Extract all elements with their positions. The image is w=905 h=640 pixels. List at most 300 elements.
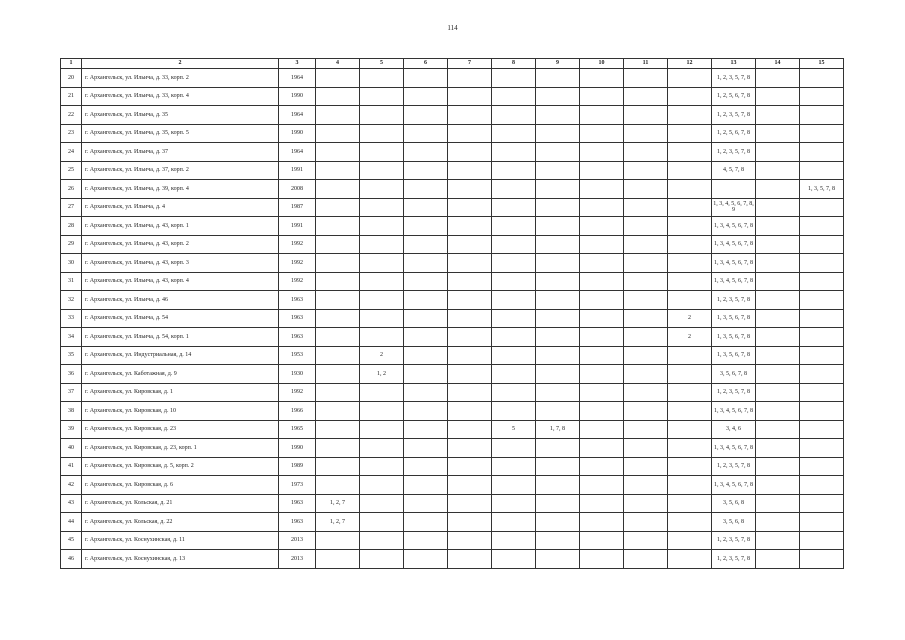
address-cell: г. Архангельск, ул. Кольская, д. 22 — [82, 513, 279, 532]
col-13-cell: 1, 2, 3, 5, 7, 8 — [712, 69, 756, 88]
col-7-cell — [448, 217, 492, 236]
col-5-cell — [360, 87, 404, 106]
col-10-cell — [580, 254, 624, 273]
col-12-cell — [668, 476, 712, 495]
col-10-cell — [580, 513, 624, 532]
table-row — [61, 124, 844, 143]
col-14-cell — [756, 124, 800, 143]
table-row — [61, 402, 844, 421]
column-header: 8 — [492, 59, 536, 69]
col-8-cell — [492, 309, 536, 328]
col-13-cell: 4, 5, 7, 8 — [712, 161, 756, 180]
col-7-cell — [448, 87, 492, 106]
col-8-cell — [492, 494, 536, 513]
col-14-cell — [756, 87, 800, 106]
col-11-cell — [624, 328, 668, 347]
col-15-cell — [800, 328, 844, 347]
col-14-cell — [756, 180, 800, 199]
table-row — [61, 457, 844, 476]
col-15-cell — [800, 143, 844, 162]
col-6-cell — [404, 198, 448, 217]
col-10-cell — [580, 365, 624, 384]
col-6-cell — [404, 439, 448, 458]
col-5-cell — [360, 161, 404, 180]
col-7-cell — [448, 124, 492, 143]
col-9-cell — [536, 198, 580, 217]
col-9-cell — [536, 180, 580, 199]
col-9-cell — [536, 272, 580, 291]
row-number-cell: 39 — [61, 420, 82, 439]
col-8-cell — [492, 513, 536, 532]
col-11-cell — [624, 531, 668, 550]
col-4-cell — [316, 180, 360, 199]
row-number-cell: 44 — [61, 513, 82, 532]
table-row — [61, 494, 844, 513]
table-row — [61, 346, 844, 365]
table-row — [61, 550, 844, 569]
year-cell: 1953 — [279, 346, 316, 365]
col-9-cell — [536, 365, 580, 384]
col-6-cell — [404, 106, 448, 125]
column-header: 1 — [61, 59, 82, 69]
row-number-cell: 42 — [61, 476, 82, 495]
col-9-cell — [536, 217, 580, 236]
address-cell: г. Архангельск, ул. Ильича, д. 43, корп. 3 — [82, 254, 279, 273]
col-11-cell — [624, 550, 668, 569]
col-12-cell — [668, 235, 712, 254]
col-8-cell — [492, 143, 536, 162]
col-13-cell: 1, 2, 3, 5, 7, 8 — [712, 531, 756, 550]
col-5-cell — [360, 143, 404, 162]
address-cell: г. Архангельск, ул. Каботажная, д. 9 — [82, 365, 279, 384]
col-9-cell — [536, 550, 580, 569]
col-15-cell — [800, 346, 844, 365]
col-11-cell — [624, 309, 668, 328]
row-number-cell: 21 — [61, 87, 82, 106]
col-13-cell: 1, 2, 3, 5, 7, 8 — [712, 291, 756, 310]
col-13-cell: 1, 2, 3, 5, 7, 8 — [712, 143, 756, 162]
col-14-cell — [756, 198, 800, 217]
col-7-cell — [448, 328, 492, 347]
col-13-cell: 3, 5, 6, 8 — [712, 494, 756, 513]
col-10-cell — [580, 457, 624, 476]
table-row — [61, 272, 844, 291]
col-11-cell — [624, 254, 668, 273]
col-7-cell — [448, 531, 492, 550]
table-row — [61, 180, 844, 199]
col-7-cell — [448, 550, 492, 569]
col-4-cell — [316, 550, 360, 569]
table-row — [61, 198, 844, 217]
header-row — [61, 59, 844, 69]
table-row — [61, 69, 844, 88]
col-13-cell — [712, 180, 756, 199]
address-cell: г. Архангельск, ул. Ильича, д. 4 — [82, 198, 279, 217]
address-cell: г. Архангельск, ул. Ильича, д. 35 — [82, 106, 279, 125]
col-4-cell — [316, 235, 360, 254]
address-cell: г. Архангельск, ул. Индустриальная, д. 14 — [82, 346, 279, 365]
col-14-cell — [756, 383, 800, 402]
year-cell: 1991 — [279, 161, 316, 180]
col-10-cell — [580, 69, 624, 88]
col-11-cell — [624, 365, 668, 384]
col-7-cell — [448, 106, 492, 125]
col-14-cell — [756, 513, 800, 532]
col-8-cell — [492, 402, 536, 421]
col-15-cell — [800, 217, 844, 236]
col-11-cell — [624, 143, 668, 162]
col-7-cell — [448, 494, 492, 513]
col-15-cell — [800, 402, 844, 421]
col-4-cell — [316, 124, 360, 143]
col-7-cell — [448, 346, 492, 365]
col-8-cell — [492, 161, 536, 180]
year-cell: 1964 — [279, 69, 316, 88]
col-13-cell: 1, 2, 5, 6, 7, 8 — [712, 87, 756, 106]
col-14-cell — [756, 550, 800, 569]
row-number-cell: 32 — [61, 291, 82, 310]
col-13-cell: 1, 3, 4, 5, 6, 7, 8 — [712, 402, 756, 421]
year-cell: 1973 — [279, 476, 316, 495]
col-7-cell — [448, 254, 492, 273]
col-11-cell — [624, 439, 668, 458]
col-12-cell — [668, 143, 712, 162]
row-number-cell: 34 — [61, 328, 82, 347]
col-6-cell — [404, 124, 448, 143]
year-cell: 1930 — [279, 365, 316, 384]
col-10-cell — [580, 494, 624, 513]
col-11-cell — [624, 476, 668, 495]
col-9-cell: 1, 7, 8 — [536, 420, 580, 439]
col-14-cell — [756, 457, 800, 476]
col-15-cell — [800, 272, 844, 291]
col-10-cell — [580, 346, 624, 365]
col-14-cell — [756, 143, 800, 162]
col-9-cell — [536, 124, 580, 143]
col-10-cell — [580, 124, 624, 143]
year-cell: 1992 — [279, 272, 316, 291]
col-10-cell — [580, 161, 624, 180]
col-8-cell — [492, 69, 536, 88]
col-13-cell: 1, 2, 3, 5, 7, 8 — [712, 457, 756, 476]
col-5-cell — [360, 291, 404, 310]
table-row — [61, 254, 844, 273]
col-5-cell: 1, 2 — [360, 365, 404, 384]
col-5-cell — [360, 254, 404, 273]
address-cell: г. Архангельск, ул. Ильича, д. 46 — [82, 291, 279, 310]
row-number-cell: 45 — [61, 531, 82, 550]
col-4-cell — [316, 69, 360, 88]
col-12-cell — [668, 217, 712, 236]
col-12-cell — [668, 124, 712, 143]
col-13-cell: 1, 3, 4, 5, 6, 7, 8 — [712, 272, 756, 291]
col-7-cell — [448, 198, 492, 217]
col-14-cell — [756, 531, 800, 550]
year-cell: 1990 — [279, 439, 316, 458]
col-4-cell — [316, 402, 360, 421]
col-14-cell — [756, 235, 800, 254]
col-11-cell — [624, 457, 668, 476]
year-cell: 1963 — [279, 291, 316, 310]
col-10-cell — [580, 198, 624, 217]
table-row — [61, 383, 844, 402]
col-6-cell — [404, 383, 448, 402]
year-cell: 1992 — [279, 235, 316, 254]
col-6-cell — [404, 161, 448, 180]
col-12-cell — [668, 494, 712, 513]
col-9-cell — [536, 531, 580, 550]
row-number-cell: 41 — [61, 457, 82, 476]
col-13-cell: 1, 3, 5, 6, 7, 8 — [712, 328, 756, 347]
col-11-cell — [624, 272, 668, 291]
col-13-cell: 1, 2, 3, 5, 7, 8 — [712, 106, 756, 125]
col-13-cell: 1, 3, 4, 5, 6, 7, 8 — [712, 254, 756, 273]
col-7-cell — [448, 383, 492, 402]
col-10-cell — [580, 420, 624, 439]
col-13-cell: 1, 3, 5, 6, 7, 8 — [712, 346, 756, 365]
col-4-cell — [316, 309, 360, 328]
row-number-cell: 25 — [61, 161, 82, 180]
address-cell: г. Архангельск, ул. Коснухинская, д. 13 — [82, 550, 279, 569]
col-12-cell — [668, 198, 712, 217]
address-cell: г. Архангельск, ул. Кировская, д. 23, корп. 1 — [82, 439, 279, 458]
col-9-cell — [536, 513, 580, 532]
col-13-cell: 1, 2, 3, 5, 7, 8 — [712, 383, 756, 402]
table-row — [61, 217, 844, 236]
col-9-cell — [536, 383, 580, 402]
col-9-cell — [536, 143, 580, 162]
year-cell: 2008 — [279, 180, 316, 199]
col-5-cell — [360, 550, 404, 569]
col-10-cell — [580, 476, 624, 495]
col-8-cell — [492, 254, 536, 273]
col-15-cell — [800, 106, 844, 125]
col-4-cell — [316, 531, 360, 550]
address-cell: г. Архангельск, ул. Ильича, д. 37, корп. 2 — [82, 161, 279, 180]
col-8-cell — [492, 476, 536, 495]
col-13-cell: 1, 3, 4, 5, 6, 7, 8 — [712, 439, 756, 458]
col-9-cell — [536, 346, 580, 365]
col-15-cell — [800, 550, 844, 569]
year-cell: 1992 — [279, 254, 316, 273]
col-6-cell — [404, 457, 448, 476]
column-header: 6 — [404, 59, 448, 69]
year-cell: 1989 — [279, 457, 316, 476]
col-15-cell — [800, 439, 844, 458]
col-14-cell — [756, 309, 800, 328]
col-7-cell — [448, 513, 492, 532]
col-12-cell — [668, 180, 712, 199]
col-10-cell — [580, 272, 624, 291]
col-13-cell: 1, 3, 4, 5, 6, 7, 8 — [712, 235, 756, 254]
col-11-cell — [624, 513, 668, 532]
col-6-cell — [404, 513, 448, 532]
col-11-cell — [624, 161, 668, 180]
col-5-cell — [360, 198, 404, 217]
col-8-cell — [492, 180, 536, 199]
column-header: 5 — [360, 59, 404, 69]
col-10-cell — [580, 439, 624, 458]
year-cell: 1965 — [279, 420, 316, 439]
col-7-cell — [448, 309, 492, 328]
col-5-cell — [360, 180, 404, 199]
col-13-cell: 1, 3, 4, 5, 6, 7, 8 — [712, 476, 756, 495]
col-10-cell — [580, 531, 624, 550]
col-12-cell — [668, 420, 712, 439]
row-number-cell: 29 — [61, 235, 82, 254]
col-8-cell — [492, 328, 536, 347]
row-number-cell: 27 — [61, 198, 82, 217]
col-6-cell — [404, 550, 448, 569]
col-5-cell — [360, 531, 404, 550]
col-12-cell — [668, 531, 712, 550]
table-row — [61, 87, 844, 106]
table-row — [61, 531, 844, 550]
year-cell: 1963 — [279, 513, 316, 532]
table-row — [61, 235, 844, 254]
col-13-cell: 1, 3, 5, 6, 7, 8 — [712, 309, 756, 328]
col-15-cell — [800, 457, 844, 476]
row-number-cell: 23 — [61, 124, 82, 143]
col-4-cell — [316, 346, 360, 365]
col-9-cell — [536, 161, 580, 180]
col-14-cell — [756, 291, 800, 310]
col-15-cell — [800, 494, 844, 513]
year-cell: 1964 — [279, 106, 316, 125]
col-9-cell — [536, 328, 580, 347]
col-8-cell — [492, 439, 536, 458]
col-10-cell — [580, 87, 624, 106]
col-9-cell — [536, 476, 580, 495]
year-cell: 1963 — [279, 309, 316, 328]
col-14-cell — [756, 402, 800, 421]
col-12-cell — [668, 106, 712, 125]
col-4-cell — [316, 161, 360, 180]
col-4-cell: 1, 2, 7 — [316, 494, 360, 513]
col-8-cell — [492, 550, 536, 569]
col-6-cell — [404, 346, 448, 365]
table-row — [61, 328, 844, 347]
col-11-cell — [624, 494, 668, 513]
address-cell: г. Архангельск, ул. Ильича, д. 33, корп. 2 — [82, 69, 279, 88]
col-6-cell — [404, 87, 448, 106]
column-header: 14 — [756, 59, 800, 69]
col-8-cell — [492, 87, 536, 106]
col-5-cell — [360, 272, 404, 291]
col-5-cell — [360, 513, 404, 532]
col-7-cell — [448, 457, 492, 476]
col-9-cell — [536, 69, 580, 88]
col-10-cell — [580, 328, 624, 347]
col-8-cell — [492, 235, 536, 254]
col-13-cell: 1, 3, 4, 5, 6, 7, 8 — [712, 217, 756, 236]
col-12-cell — [668, 254, 712, 273]
address-cell: г. Архангельск, ул. Коснухинская, д. 11 — [82, 531, 279, 550]
col-8-cell: 5 — [492, 420, 536, 439]
col-6-cell — [404, 143, 448, 162]
col-14-cell — [756, 272, 800, 291]
col-5-cell — [360, 439, 404, 458]
col-12-cell — [668, 457, 712, 476]
col-9-cell — [536, 106, 580, 125]
address-cell: г. Архангельск, ул. Ильича, д. 43, корп. 1 — [82, 217, 279, 236]
col-4-cell — [316, 87, 360, 106]
col-6-cell — [404, 235, 448, 254]
col-12-cell — [668, 513, 712, 532]
row-number-cell: 26 — [61, 180, 82, 199]
col-13-cell: 3, 5, 6, 8 — [712, 513, 756, 532]
col-7-cell — [448, 69, 492, 88]
row-number-cell: 22 — [61, 106, 82, 125]
col-5-cell — [360, 383, 404, 402]
col-6-cell — [404, 328, 448, 347]
col-5-cell — [360, 124, 404, 143]
building-register-table — [60, 58, 844, 569]
col-5-cell — [360, 402, 404, 421]
col-14-cell — [756, 328, 800, 347]
col-9-cell — [536, 235, 580, 254]
col-9-cell — [536, 87, 580, 106]
year-cell: 1963 — [279, 328, 316, 347]
col-9-cell — [536, 309, 580, 328]
column-header: 11 — [624, 59, 668, 69]
col-5-cell — [360, 69, 404, 88]
col-11-cell — [624, 346, 668, 365]
col-6-cell — [404, 291, 448, 310]
table-row — [61, 513, 844, 532]
col-11-cell — [624, 383, 668, 402]
address-cell: г. Архангельск, ул. Ильича, д. 54 — [82, 309, 279, 328]
col-11-cell — [624, 87, 668, 106]
col-8-cell — [492, 272, 536, 291]
col-7-cell — [448, 365, 492, 384]
row-number-cell: 40 — [61, 439, 82, 458]
col-6-cell — [404, 365, 448, 384]
col-10-cell — [580, 309, 624, 328]
col-10-cell — [580, 180, 624, 199]
col-4-cell — [316, 272, 360, 291]
col-11-cell — [624, 235, 668, 254]
address-cell: г. Архангельск, ул. Кировская, д. 10 — [82, 402, 279, 421]
col-13-cell: 1, 3, 4, 5, 6, 7, 8, 9 — [712, 198, 756, 217]
col-13-cell: 1, 2, 3, 5, 7, 8 — [712, 550, 756, 569]
table-row — [61, 476, 844, 495]
col-4-cell — [316, 476, 360, 495]
col-7-cell — [448, 420, 492, 439]
col-12-cell — [668, 161, 712, 180]
col-15-cell — [800, 161, 844, 180]
col-15-cell — [800, 531, 844, 550]
col-9-cell — [536, 457, 580, 476]
address-cell: г. Архангельск, ул. Ильича, д. 39, корп. 4 — [82, 180, 279, 199]
col-4-cell — [316, 291, 360, 310]
col-12-cell — [668, 291, 712, 310]
col-14-cell — [756, 439, 800, 458]
row-number-cell: 24 — [61, 143, 82, 162]
col-6-cell — [404, 272, 448, 291]
col-12-cell — [668, 272, 712, 291]
col-15-cell — [800, 87, 844, 106]
year-cell: 2013 — [279, 550, 316, 569]
col-8-cell — [492, 217, 536, 236]
col-4-cell — [316, 106, 360, 125]
table-row — [61, 106, 844, 125]
col-7-cell — [448, 180, 492, 199]
col-11-cell — [624, 198, 668, 217]
column-header: 3 — [279, 59, 316, 69]
col-5-cell — [360, 457, 404, 476]
column-header: 10 — [580, 59, 624, 69]
